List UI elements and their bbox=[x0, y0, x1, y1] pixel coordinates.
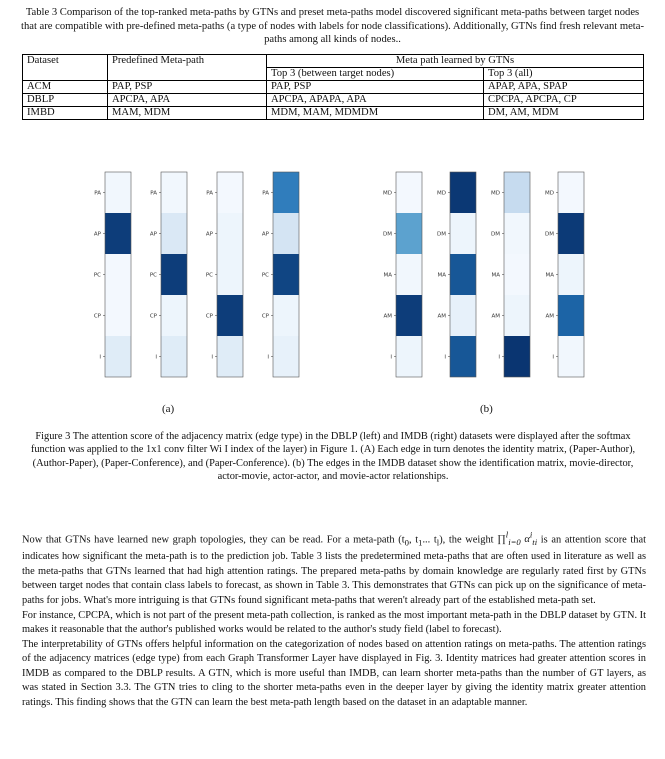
panel-a-cell bbox=[217, 295, 243, 336]
cell-predefined: MAM, MDM bbox=[108, 107, 267, 120]
paragraph-1: Now that GTNs have learned new graph topologies, they can be read. For a meta-path ($t_0$, $t_1$... $t_l$), the weight ∏$^l_{i=0}$ $\alpha^i_{ti}$ is an attention score that indicates how significant the meta-path is to the prediction job. Table 3 lists the predetermined meta-paths that are often used in literature as well as the meta-paths that GTNs learned that had high attention ratings. The prepared meta-paths by domain knowledge are regularly rated first by GTNs between target nodes that contain class labels to forecast, as shown in Table 3. This demonstrates that GTNs can pick up on the significance of meta-paths for jobs. What's more intriguing is that GTNs found significant meta-paths that weren't already part of the established meta-path set. bbox=[22, 530, 646, 606]
panel-a-cell bbox=[161, 295, 187, 336]
attention-heatmaps bbox=[85, 160, 585, 420]
panel-a-cell bbox=[273, 172, 299, 213]
cell-top3-target: PAP, PSP bbox=[267, 81, 484, 94]
figure-caption: Figure 3 The attention score of the adjacency matrix (edge type) in the DBLP (left) and IMDB (right) datasets were displayed after the softmax function was applied to the 1x1 conv filter Wi I index of the layer) in Figure 1. (A) Each edge in turn denotes the identity matrix, (Paper-Author), (Author-Paper), (Paper-Conference), and (Paper-Conference). (b) The edges in the IMDB dataset show the identification matrix, movie-director, actor-movie, actor-actor, and movie-actor relationships. bbox=[30, 431, 636, 482]
header-learned: Meta path learned by GTNs bbox=[267, 55, 644, 68]
weight-formula: ∏$^l_{i=0}$ $\alpha^i_{ti}$ bbox=[497, 530, 538, 548]
panel-b-row-label: I bbox=[552, 354, 554, 361]
panel-b-cell bbox=[450, 213, 476, 254]
panel-a-cell bbox=[105, 295, 131, 336]
cell-predefined: PAP, PSP bbox=[108, 81, 267, 94]
panel-b-row-label: AM bbox=[545, 313, 554, 320]
panel-b-row-label: I bbox=[498, 354, 500, 361]
panel-b-row-label: AM bbox=[491, 313, 500, 320]
panel-a-row-label: CP bbox=[261, 313, 269, 320]
panel-a-cell bbox=[273, 295, 299, 336]
panel-a-row-label: I bbox=[211, 354, 213, 361]
cell-top3-target: APCPA, APAPA, APA bbox=[267, 94, 484, 107]
cell-top3-all: DM, AM, MDM bbox=[484, 107, 644, 120]
panel-b-cell bbox=[396, 213, 422, 254]
paragraph-2: For instance, CPCPA, which is not part of the present meta-path collection, is ranked as the most important meta-path in the DBLP dataset by GTN. It makes it reasonable that the author's published works would be related to the author's study field (label to forecast). bbox=[22, 609, 646, 636]
body-text bbox=[22, 528, 646, 711]
panel-b-row-label: MA bbox=[491, 272, 500, 279]
panel-b-row-label: DM bbox=[383, 231, 392, 238]
panel-a-cell bbox=[105, 254, 131, 295]
table-row bbox=[23, 94, 644, 107]
cell-predefined: APCPA, APA bbox=[108, 94, 267, 107]
panel-b-cell bbox=[558, 213, 584, 254]
panel-b-cell bbox=[396, 336, 422, 377]
panel-a-cell bbox=[161, 172, 187, 213]
panel-b-row-label: MA bbox=[545, 272, 554, 279]
panel-a-row-label: AP bbox=[93, 231, 101, 238]
panel-b-cell bbox=[558, 172, 584, 213]
panel-a-cell bbox=[161, 213, 187, 254]
cell-top3-all: APAP, APA, SPAP bbox=[484, 81, 644, 94]
panel-b-cell bbox=[450, 254, 476, 295]
header-predefined: Predefined Meta-path bbox=[108, 55, 267, 81]
panel-b-cell bbox=[504, 336, 530, 377]
panel-a-row-label: CP bbox=[205, 313, 213, 320]
panel-a-cell bbox=[217, 172, 243, 213]
panel-b-row-label: MD bbox=[437, 190, 446, 197]
panel-b-cell bbox=[504, 172, 530, 213]
panel-a-row-label: AP bbox=[261, 231, 269, 238]
meta-path-table bbox=[22, 54, 644, 120]
panel-b-cell bbox=[396, 254, 422, 295]
panel-a-row-label: PC bbox=[149, 272, 157, 279]
panel-a-cell bbox=[105, 172, 131, 213]
table-row bbox=[23, 81, 644, 94]
paragraph-3: The interpretability of GTNs offers helpful information on the categorization of nodes based on attention ratings on meta-paths. The attention ratings of the adjacency matrices (edge type) from each Graph Transformer Layer have displayed in Fig. 3. Identity matrices had greater attention scores in IMDB as compared to the DBLP results. A GTN, which is more useful than IMDB, can learn shorter meta-paths than the number of GT layers, as was stated in Section 3.3. The GTN tries to cling to the shorter meta-paths even in the deeper layer by giving the identity matrix greater attention ratings. This finding shows that the GTN can learn the best meta-path length based on the dataset in an adaptable manner. bbox=[22, 638, 646, 709]
panel-b-cell bbox=[558, 336, 584, 377]
panel-b-row-label: I bbox=[390, 354, 392, 361]
header-top3-target: Top 3 (between target nodes) bbox=[267, 68, 484, 81]
panel-a-row-label: CP bbox=[93, 313, 101, 320]
panel-b-label: (b) bbox=[480, 403, 493, 415]
panel-b-cell bbox=[450, 172, 476, 213]
panel-a-row-label: AP bbox=[149, 231, 157, 238]
panel-a-row-label: I bbox=[267, 354, 269, 361]
panel-a-row-label: AP bbox=[205, 231, 213, 238]
panel-b-row-label: DM bbox=[437, 231, 446, 238]
panel-b-row-label: DM bbox=[545, 231, 554, 238]
panel-a-row-label: PA bbox=[262, 190, 269, 197]
panel-b-cell bbox=[396, 172, 422, 213]
cell-dataset: DBLP bbox=[23, 94, 108, 107]
panel-a-row-label: I bbox=[155, 354, 157, 361]
panel-a-cell bbox=[273, 336, 299, 377]
panel-b-row-label: MD bbox=[491, 190, 500, 197]
panel-b-cell bbox=[504, 213, 530, 254]
panel-a-cell bbox=[217, 336, 243, 377]
panel-b-row-label: MD bbox=[383, 190, 392, 197]
panel-a-cell bbox=[273, 213, 299, 254]
panel-a-row-label: CP bbox=[149, 313, 157, 320]
panel-a-cell bbox=[161, 336, 187, 377]
cell-top3-target: MDM, MAM, MDMDM bbox=[267, 107, 484, 120]
panel-b-cell bbox=[558, 295, 584, 336]
panel-a-cell bbox=[105, 336, 131, 377]
panel-b-cell bbox=[450, 336, 476, 377]
header-top3-all: Top 3 (all) bbox=[484, 68, 644, 81]
panel-b-cell bbox=[450, 295, 476, 336]
panel-b-row-label: AM bbox=[437, 313, 446, 320]
panel-b-row-label: I bbox=[444, 354, 446, 361]
panel-a-cell bbox=[217, 213, 243, 254]
panel-a-cell bbox=[161, 254, 187, 295]
panel-a-row-label: PC bbox=[205, 272, 213, 279]
header-dataset: Dataset bbox=[23, 55, 108, 81]
panel-b-cell bbox=[504, 295, 530, 336]
panel-a-cell bbox=[105, 213, 131, 254]
cell-dataset: ACM bbox=[23, 81, 108, 94]
table-caption: Table 3 Comparison of the top-ranked meta-paths by GTNs and preset meta-paths model discovered significant meta-paths between target nodes that are compatible with pre-defined meta-paths (a type of nodes with labels for node classifications). Additionally, GTNs find fresh relevant meta-paths among all kinds of nodes.. bbox=[21, 7, 644, 45]
cell-top3-all: CPCPA, APCPA, CP bbox=[484, 94, 644, 107]
panel-a-row-label: PA bbox=[206, 190, 213, 197]
cell-dataset: IMBD bbox=[23, 107, 108, 120]
panel-a-label: (a) bbox=[162, 403, 175, 415]
panel-a-row-label: I bbox=[99, 354, 101, 361]
panel-b-cell bbox=[396, 295, 422, 336]
panel-a-cell bbox=[273, 254, 299, 295]
panel-b-row-label: MD bbox=[545, 190, 554, 197]
panel-a-row-label: PC bbox=[93, 272, 101, 279]
panel-a-row-label: PA bbox=[94, 190, 101, 197]
table-row bbox=[23, 107, 644, 120]
panel-b-row-label: DM bbox=[491, 231, 500, 238]
panel-b-row-label: MA bbox=[383, 272, 392, 279]
panel-a-row-label: PC bbox=[261, 272, 269, 279]
panel-a-row-label: PA bbox=[150, 190, 157, 197]
panel-b-cell bbox=[504, 254, 530, 295]
panel-a-cell bbox=[217, 254, 243, 295]
panel-b-row-label: AM bbox=[383, 313, 392, 320]
panel-b-cell bbox=[558, 254, 584, 295]
panel-b-row-label: MA bbox=[437, 272, 446, 279]
